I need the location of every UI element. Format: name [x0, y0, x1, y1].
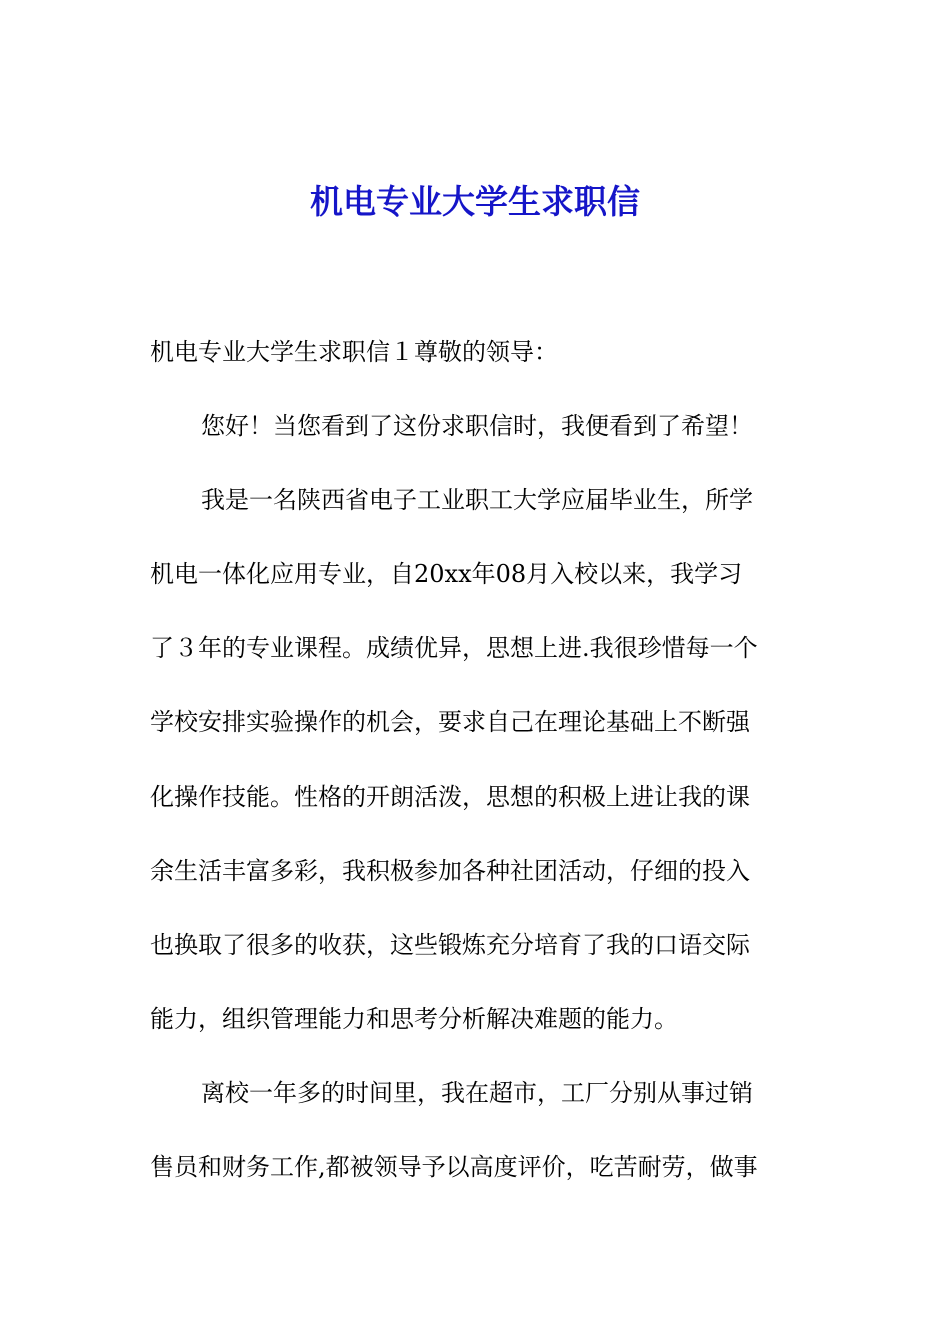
body-line: 化操作技能。性格的开朗活泼，思想的积极上进让我的课 — [150, 783, 750, 811]
body-line: 余生活丰富多彩，我积极参加各种社团活动，仔细的投入 — [150, 857, 750, 885]
body-line: 也换取了很多的收获，这些锻炼充分培育了我的口语交际 — [150, 931, 750, 959]
greeting-line: 您好！当您看到了这份求职信时，我便看到了希望！ — [201, 412, 753, 440]
salutation-line: 机电专业大学生求职信１尊敬的领导： — [150, 338, 558, 366]
document-title: 机电专业大学生求职信 — [310, 182, 640, 221]
body-line: 我是一名陕西省电子工业职工大学应届毕业生，所学 — [201, 486, 753, 514]
body-line: 售员和财务工作,都被领导予以高度评价，吃苦耐劳，做事 — [150, 1153, 758, 1181]
body-line: 了３年的专业课程。成绩优异，思想上进.我很珍惜每一个 — [150, 634, 758, 662]
body-line: 能力，组织管理能力和思考分析解决难题的能力。 — [150, 1005, 678, 1033]
body-line: 学校安排实验操作的机会，要求自己在理论基础上不断强 — [150, 708, 750, 736]
body-line: 离校一年多的时间里，我在超市，工厂分别从事过销 — [201, 1079, 753, 1107]
body-line: 机电一体化应用专业，自20xx年08月入校以来，我学习 — [150, 560, 743, 588]
